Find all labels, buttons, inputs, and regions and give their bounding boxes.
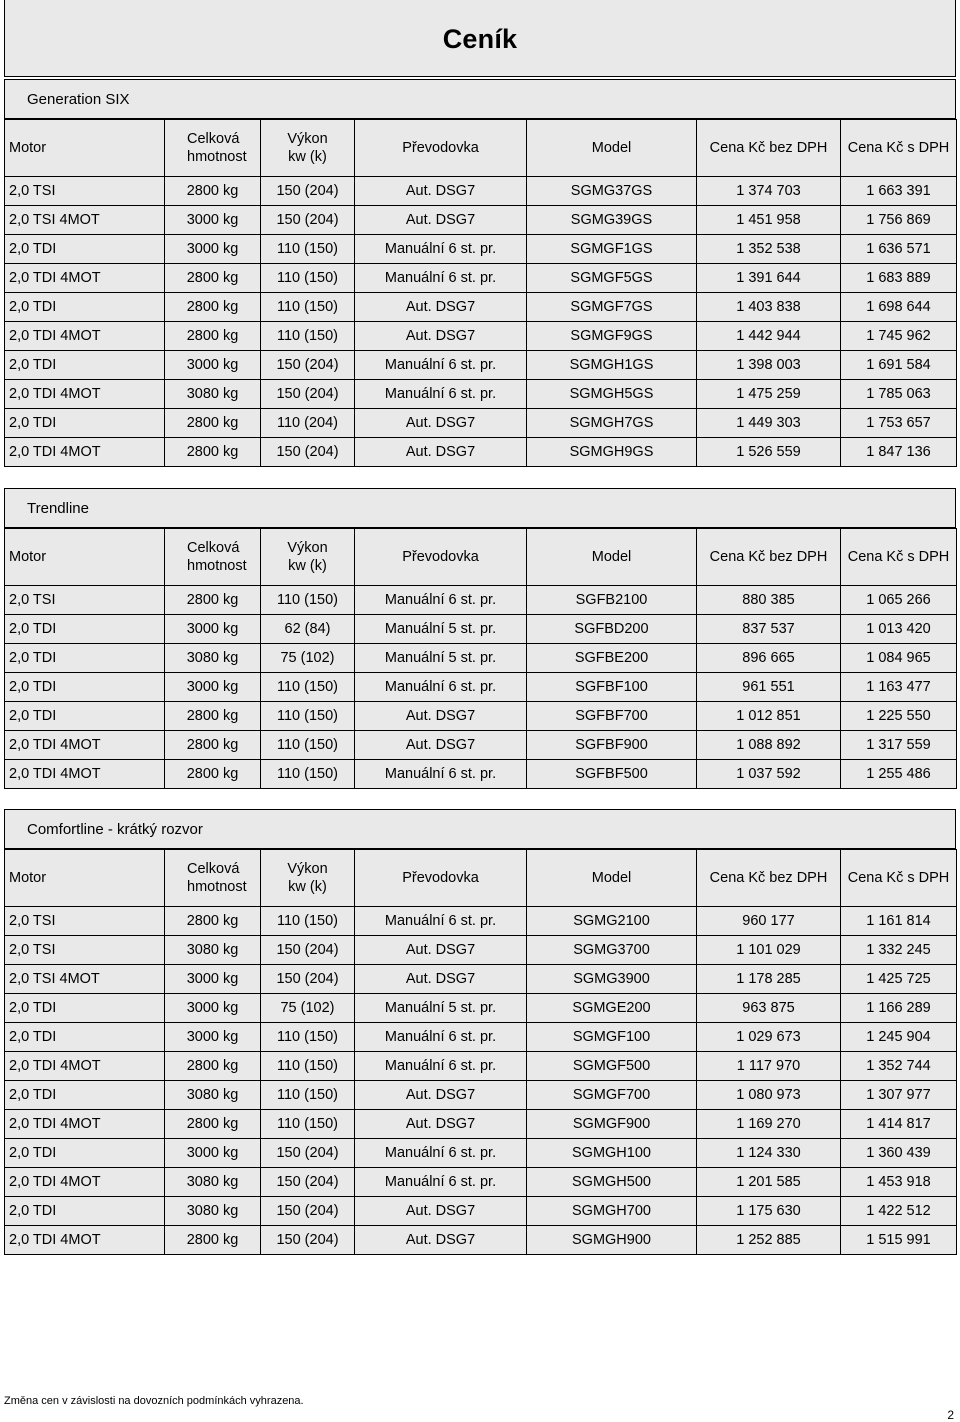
cell-col-motor: 2,0 TDI: [5, 994, 165, 1023]
cell-col-price-excl-vat: 1 403 838: [697, 293, 841, 322]
table-row: [5, 1139, 957, 1168]
header-col-power: Výkon kw (k): [261, 850, 355, 907]
table-row: [5, 351, 957, 380]
cell-col-power: 110 (150): [261, 322, 355, 351]
cell-col-model: SGMGH500: [527, 1168, 697, 1197]
cell-col-gearbox: Aut. DSG7: [355, 965, 527, 994]
cell-col-gearbox: Manuální 6 st. pr.: [355, 760, 527, 789]
cell-col-power: 110 (150): [261, 673, 355, 702]
table-row: [5, 702, 957, 731]
table-row: [5, 673, 957, 702]
cell-col-weight: 3000 kg: [165, 235, 261, 264]
cell-col-weight: 3000 kg: [165, 994, 261, 1023]
cell-col-weight: 2800 kg: [165, 760, 261, 789]
cell-col-weight: 2800 kg: [165, 177, 261, 206]
cell-col-model: SGMGF5GS: [527, 264, 697, 293]
cell-col-power: 110 (150): [261, 1052, 355, 1081]
cell-col-model: SGMGH5GS: [527, 380, 697, 409]
cell-col-price-incl-vat: 1 163 477: [841, 673, 957, 702]
header-row: [5, 529, 957, 586]
table-row: [5, 264, 957, 293]
table-row: [5, 293, 957, 322]
cell-col-price-incl-vat: 1 332 245: [841, 936, 957, 965]
cell-col-weight: 2800 kg: [165, 1052, 261, 1081]
cell-col-weight: 3080 kg: [165, 1168, 261, 1197]
cell-col-power: 150 (204): [261, 1197, 355, 1226]
cell-col-price-incl-vat: 1 317 559: [841, 731, 957, 760]
cell-col-price-incl-vat: 1 847 136: [841, 438, 957, 467]
cell-col-model: SGMGF100: [527, 1023, 697, 1052]
price-table: [4, 528, 957, 789]
table-row: [5, 380, 957, 409]
cell-col-gearbox: Aut. DSG7: [355, 1110, 527, 1139]
cell-col-power: 150 (204): [261, 206, 355, 235]
cell-col-model: SGMG3700: [527, 936, 697, 965]
cell-col-weight: 3080 kg: [165, 936, 261, 965]
cell-col-gearbox: Manuální 6 st. pr.: [355, 235, 527, 264]
table-row: [5, 177, 957, 206]
cell-col-price-excl-vat: 1 398 003: [697, 351, 841, 380]
cell-col-power: 150 (204): [261, 380, 355, 409]
cell-col-weight: 2800 kg: [165, 293, 261, 322]
cell-col-model: SGMG37GS: [527, 177, 697, 206]
cell-col-model: SGMG2100: [527, 907, 697, 936]
cell-col-weight: 2800 kg: [165, 264, 261, 293]
header-col-motor: Motor: [5, 120, 165, 177]
cell-col-model: SGMGH700: [527, 1197, 697, 1226]
cell-col-weight: 3000 kg: [165, 1023, 261, 1052]
cell-col-price-excl-vat: 1 169 270: [697, 1110, 841, 1139]
header-col-model: Model: [527, 850, 697, 907]
cell-col-price-incl-vat: 1 245 904: [841, 1023, 957, 1052]
cell-col-power: 75 (102): [261, 994, 355, 1023]
cell-col-model: SGFBF500: [527, 760, 697, 789]
table-row: [5, 1197, 957, 1226]
cell-col-price-excl-vat: 896 665: [697, 644, 841, 673]
header-col-power: Výkon kw (k): [261, 529, 355, 586]
cell-col-power: 110 (150): [261, 293, 355, 322]
cell-col-weight: 3080 kg: [165, 644, 261, 673]
header-col-weight: Celková hmotnost: [165, 120, 261, 177]
cell-col-motor: 2,0 TDI: [5, 1081, 165, 1110]
cell-col-model: SGMGH100: [527, 1139, 697, 1168]
cell-col-price-incl-vat: 1 307 977: [841, 1081, 957, 1110]
cell-col-price-excl-vat: 1 124 330: [697, 1139, 841, 1168]
cell-col-weight: 2800 kg: [165, 702, 261, 731]
cell-col-gearbox: Aut. DSG7: [355, 322, 527, 351]
cell-col-price-excl-vat: 880 385: [697, 586, 841, 615]
cell-col-power: 75 (102): [261, 644, 355, 673]
cell-col-gearbox: Manuální 6 st. pr.: [355, 380, 527, 409]
header-col-motor: Motor: [5, 529, 165, 586]
cell-col-model: SGFBD200: [527, 615, 697, 644]
cell-col-model: SGMG39GS: [527, 206, 697, 235]
cell-col-motor: 2,0 TDI 4MOT: [5, 1168, 165, 1197]
cell-col-model: SGFB2100: [527, 586, 697, 615]
cell-col-power: 110 (150): [261, 1023, 355, 1052]
title-box: [4, 0, 956, 77]
cell-col-power: 110 (150): [261, 1110, 355, 1139]
table-row: [5, 1081, 957, 1110]
cell-col-gearbox: Aut. DSG7: [355, 702, 527, 731]
header-col-price-incl-vat: Cena Kč s DPH: [841, 529, 957, 586]
cell-col-model: SGMGF7GS: [527, 293, 697, 322]
header-col-weight: Celková hmotnost: [165, 850, 261, 907]
cell-col-power: 110 (150): [261, 907, 355, 936]
cell-col-model: SGMGF1GS: [527, 235, 697, 264]
cell-col-price-excl-vat: 1 374 703: [697, 177, 841, 206]
cell-col-price-excl-vat: 1 178 285: [697, 965, 841, 994]
cell-col-price-excl-vat: 1 252 885: [697, 1226, 841, 1255]
section-title: Generation SIX: [4, 79, 956, 119]
cell-col-gearbox: Manuální 5 st. pr.: [355, 644, 527, 673]
table-row: [5, 615, 957, 644]
cell-col-weight: 3080 kg: [165, 380, 261, 409]
cell-col-model: SGFBF100: [527, 673, 697, 702]
cell-col-weight: 2800 kg: [165, 438, 261, 467]
table-row: [5, 409, 957, 438]
cell-col-motor: 2,0 TDI: [5, 1139, 165, 1168]
cell-col-weight: 2800 kg: [165, 322, 261, 351]
cell-col-power: 150 (204): [261, 438, 355, 467]
cell-col-price-excl-vat: 963 875: [697, 994, 841, 1023]
cell-col-gearbox: Manuální 6 st. pr.: [355, 673, 527, 702]
cell-col-motor: 2,0 TDI 4MOT: [5, 1110, 165, 1139]
cell-col-power: 150 (204): [261, 1226, 355, 1255]
header-col-price-incl-vat: Cena Kč s DPH: [841, 850, 957, 907]
table-row: [5, 586, 957, 615]
table-row: [5, 965, 957, 994]
cell-col-price-incl-vat: 1 425 725: [841, 965, 957, 994]
header-col-gearbox: Převodovka: [355, 529, 527, 586]
cell-col-model: SGMGH1GS: [527, 351, 697, 380]
cell-col-price-incl-vat: 1 756 869: [841, 206, 957, 235]
cell-col-gearbox: Aut. DSG7: [355, 1197, 527, 1226]
cell-col-gearbox: Manuální 6 st. pr.: [355, 351, 527, 380]
cell-col-weight: 3000 kg: [165, 673, 261, 702]
price-table: [4, 849, 957, 1255]
cell-col-motor: 2,0 TDI: [5, 615, 165, 644]
cell-col-gearbox: Manuální 5 st. pr.: [355, 994, 527, 1023]
cell-col-weight: 3000 kg: [165, 206, 261, 235]
section-title: Trendline: [4, 488, 956, 528]
cell-col-motor: 2,0 TDI: [5, 673, 165, 702]
cell-col-price-incl-vat: 1 691 584: [841, 351, 957, 380]
cell-col-price-excl-vat: 1 088 892: [697, 731, 841, 760]
cell-col-motor: 2,0 TDI: [5, 409, 165, 438]
cell-col-price-excl-vat: 961 551: [697, 673, 841, 702]
cell-col-model: SGMGE200: [527, 994, 697, 1023]
cell-col-price-excl-vat: 1 080 973: [697, 1081, 841, 1110]
cell-col-gearbox: Manuální 6 st. pr.: [355, 586, 527, 615]
cell-col-gearbox: Aut. DSG7: [355, 438, 527, 467]
cell-col-gearbox: Aut. DSG7: [355, 177, 527, 206]
cell-col-model: SGMGH7GS: [527, 409, 697, 438]
cell-col-weight: 2800 kg: [165, 731, 261, 760]
section-comfortline: [4, 809, 956, 1255]
footer-note: Změna cen v závislosti na dovozních podmínkách vyhrazena.: [4, 1395, 304, 1407]
cell-col-price-incl-vat: 1 255 486: [841, 760, 957, 789]
cell-col-price-excl-vat: 1 442 944: [697, 322, 841, 351]
cell-col-price-incl-vat: 1 414 817: [841, 1110, 957, 1139]
cell-col-price-incl-vat: 1 636 571: [841, 235, 957, 264]
header-col-model: Model: [527, 529, 697, 586]
cell-col-gearbox: Aut. DSG7: [355, 731, 527, 760]
section-generation-six: [4, 79, 956, 467]
table-row: [5, 760, 957, 789]
cell-col-power: 150 (204): [261, 177, 355, 206]
table-row: [5, 1023, 957, 1052]
cell-col-motor: 2,0 TSI: [5, 936, 165, 965]
table-row: [5, 438, 957, 467]
cell-col-motor: 2,0 TSI 4MOT: [5, 206, 165, 235]
cell-col-gearbox: Manuální 6 st. pr.: [355, 1023, 527, 1052]
cell-col-motor: 2,0 TDI: [5, 351, 165, 380]
cell-col-motor: 2,0 TDI 4MOT: [5, 760, 165, 789]
cell-col-weight: 2800 kg: [165, 1226, 261, 1255]
table-row: [5, 1110, 957, 1139]
cell-col-power: 150 (204): [261, 936, 355, 965]
cell-col-power: 150 (204): [261, 351, 355, 380]
page-title: Ceník: [442, 24, 518, 54]
cell-col-price-excl-vat: 1 117 970: [697, 1052, 841, 1081]
cell-col-weight: 3000 kg: [165, 1139, 261, 1168]
cell-col-price-excl-vat: 1 037 592: [697, 760, 841, 789]
header-col-price-excl-vat: Cena Kč bez DPH: [697, 850, 841, 907]
cell-col-price-incl-vat: 1 352 744: [841, 1052, 957, 1081]
header-col-gearbox: Převodovka: [355, 120, 527, 177]
cell-col-price-incl-vat: 1 161 814: [841, 907, 957, 936]
cell-col-price-excl-vat: 1 475 259: [697, 380, 841, 409]
cell-col-model: SGMGF500: [527, 1052, 697, 1081]
section-trendline: [4, 488, 956, 789]
cell-col-gearbox: Manuální 6 st. pr.: [355, 1168, 527, 1197]
table-row: [5, 644, 957, 673]
cell-col-weight: 3000 kg: [165, 351, 261, 380]
cell-col-price-incl-vat: 1 698 644: [841, 293, 957, 322]
cell-col-weight: 2800 kg: [165, 586, 261, 615]
section-title: Comfortline - krátký rozvor: [4, 809, 956, 849]
cell-col-power: 62 (84): [261, 615, 355, 644]
cell-col-power: 110 (150): [261, 1081, 355, 1110]
header-col-price-excl-vat: Cena Kč bez DPH: [697, 120, 841, 177]
cell-col-gearbox: Aut. DSG7: [355, 206, 527, 235]
header-row: [5, 850, 957, 907]
cell-col-power: 110 (150): [261, 731, 355, 760]
cell-col-gearbox: Aut. DSG7: [355, 1226, 527, 1255]
cell-col-gearbox: Aut. DSG7: [355, 409, 527, 438]
cell-col-weight: 2800 kg: [165, 907, 261, 936]
cell-col-price-excl-vat: 960 177: [697, 907, 841, 936]
cell-col-price-incl-vat: 1 745 962: [841, 322, 957, 351]
cell-col-weight: 3000 kg: [165, 965, 261, 994]
cell-col-price-incl-vat: 1 065 266: [841, 586, 957, 615]
cell-col-motor: 2,0 TDI 4MOT: [5, 264, 165, 293]
cell-col-power: 110 (150): [261, 235, 355, 264]
cell-col-price-incl-vat: 1 785 063: [841, 380, 957, 409]
cell-col-price-excl-vat: 1 526 559: [697, 438, 841, 467]
cell-col-price-incl-vat: 1 753 657: [841, 409, 957, 438]
header-row: [5, 120, 957, 177]
cell-col-price-incl-vat: 1 360 439: [841, 1139, 957, 1168]
cell-col-gearbox: Manuální 6 st. pr.: [355, 1139, 527, 1168]
cell-col-motor: 2,0 TDI 4MOT: [5, 380, 165, 409]
header-col-gearbox: Převodovka: [355, 850, 527, 907]
table-row: [5, 206, 957, 235]
cell-col-power: 150 (204): [261, 965, 355, 994]
cell-col-weight: 3080 kg: [165, 1081, 261, 1110]
cell-col-gearbox: Aut. DSG7: [355, 1081, 527, 1110]
cell-col-power: 110 (150): [261, 702, 355, 731]
cell-col-price-excl-vat: 837 537: [697, 615, 841, 644]
cell-col-gearbox: Manuální 5 st. pr.: [355, 615, 527, 644]
cell-col-price-incl-vat: 1 166 289: [841, 994, 957, 1023]
header-col-model: Model: [527, 120, 697, 177]
page-number: 2: [947, 1408, 954, 1422]
cell-col-price-incl-vat: 1 013 420: [841, 615, 957, 644]
cell-col-price-excl-vat: 1 201 585: [697, 1168, 841, 1197]
cell-col-price-incl-vat: 1 453 918: [841, 1168, 957, 1197]
header-col-price-excl-vat: Cena Kč bez DPH: [697, 529, 841, 586]
price-table: [4, 119, 957, 467]
table-row: [5, 1168, 957, 1197]
cell-col-motor: 2,0 TDI 4MOT: [5, 1052, 165, 1081]
cell-col-price-excl-vat: 1 101 029: [697, 936, 841, 965]
cell-col-price-incl-vat: 1 422 512: [841, 1197, 957, 1226]
table-row: [5, 994, 957, 1023]
cell-col-motor: 2,0 TDI 4MOT: [5, 731, 165, 760]
cell-col-price-excl-vat: 1 352 538: [697, 235, 841, 264]
cell-col-motor: 2,0 TDI: [5, 1023, 165, 1052]
cell-col-price-excl-vat: 1 175 630: [697, 1197, 841, 1226]
cell-col-gearbox: Manuální 6 st. pr.: [355, 1052, 527, 1081]
cell-col-model: SGMG3900: [527, 965, 697, 994]
cell-col-power: 150 (204): [261, 1139, 355, 1168]
cell-col-weight: 3080 kg: [165, 1197, 261, 1226]
cell-col-gearbox: Aut. DSG7: [355, 293, 527, 322]
cell-col-price-excl-vat: 1 391 644: [697, 264, 841, 293]
cell-col-model: SGMGF9GS: [527, 322, 697, 351]
cell-col-gearbox: Aut. DSG7: [355, 936, 527, 965]
cell-col-power: 110 (150): [261, 264, 355, 293]
cell-col-price-excl-vat: 1 029 673: [697, 1023, 841, 1052]
cell-col-price-excl-vat: 1 449 303: [697, 409, 841, 438]
cell-col-weight: 2800 kg: [165, 1110, 261, 1139]
cell-col-gearbox: Manuální 6 st. pr.: [355, 907, 527, 936]
cell-col-motor: 2,0 TSI: [5, 177, 165, 206]
cell-col-power: 110 (150): [261, 586, 355, 615]
cell-col-price-excl-vat: 1 012 851: [697, 702, 841, 731]
header-col-motor: Motor: [5, 850, 165, 907]
table-row: [5, 1052, 957, 1081]
cell-col-price-incl-vat: 1 225 550: [841, 702, 957, 731]
cell-col-price-incl-vat: 1 515 991: [841, 1226, 957, 1255]
table-row: [5, 322, 957, 351]
cell-col-model: SGFBE200: [527, 644, 697, 673]
table-row: [5, 907, 957, 936]
cell-col-model: SGMGH900: [527, 1226, 697, 1255]
cell-col-price-incl-vat: 1 683 889: [841, 264, 957, 293]
cell-col-motor: 2,0 TDI 4MOT: [5, 438, 165, 467]
header-col-price-incl-vat: Cena Kč s DPH: [841, 120, 957, 177]
cell-col-model: SGMGF900: [527, 1110, 697, 1139]
cell-col-weight: 2800 kg: [165, 409, 261, 438]
cell-col-weight: 3000 kg: [165, 615, 261, 644]
cell-col-power: 150 (204): [261, 1168, 355, 1197]
table-row: [5, 235, 957, 264]
cell-col-price-incl-vat: 1 663 391: [841, 177, 957, 206]
table-row: [5, 936, 957, 965]
table-row: [5, 1226, 957, 1255]
cell-col-motor: 2,0 TDI: [5, 702, 165, 731]
cell-col-model: SGMGF700: [527, 1081, 697, 1110]
cell-col-gearbox: Manuální 6 st. pr.: [355, 264, 527, 293]
cell-col-motor: 2,0 TSI 4MOT: [5, 965, 165, 994]
cell-col-model: SGFBF700: [527, 702, 697, 731]
cell-col-price-excl-vat: 1 451 958: [697, 206, 841, 235]
cell-col-motor: 2,0 TDI 4MOT: [5, 1226, 165, 1255]
cell-col-motor: 2,0 TDI: [5, 644, 165, 673]
cell-col-price-incl-vat: 1 084 965: [841, 644, 957, 673]
cell-col-model: SGFBF900: [527, 731, 697, 760]
header-col-weight: Celková hmotnost: [165, 529, 261, 586]
cell-col-model: SGMGH9GS: [527, 438, 697, 467]
cell-col-motor: 2,0 TSI: [5, 586, 165, 615]
cell-col-motor: 2,0 TSI: [5, 907, 165, 936]
cell-col-motor: 2,0 TDI: [5, 1197, 165, 1226]
cell-col-motor: 2,0 TDI: [5, 235, 165, 264]
cell-col-motor: 2,0 TDI: [5, 293, 165, 322]
table-row: [5, 731, 957, 760]
cell-col-power: 110 (150): [261, 760, 355, 789]
cell-col-motor: 2,0 TDI 4MOT: [5, 322, 165, 351]
cell-col-power: 110 (204): [261, 409, 355, 438]
header-col-power: Výkon kw (k): [261, 120, 355, 177]
